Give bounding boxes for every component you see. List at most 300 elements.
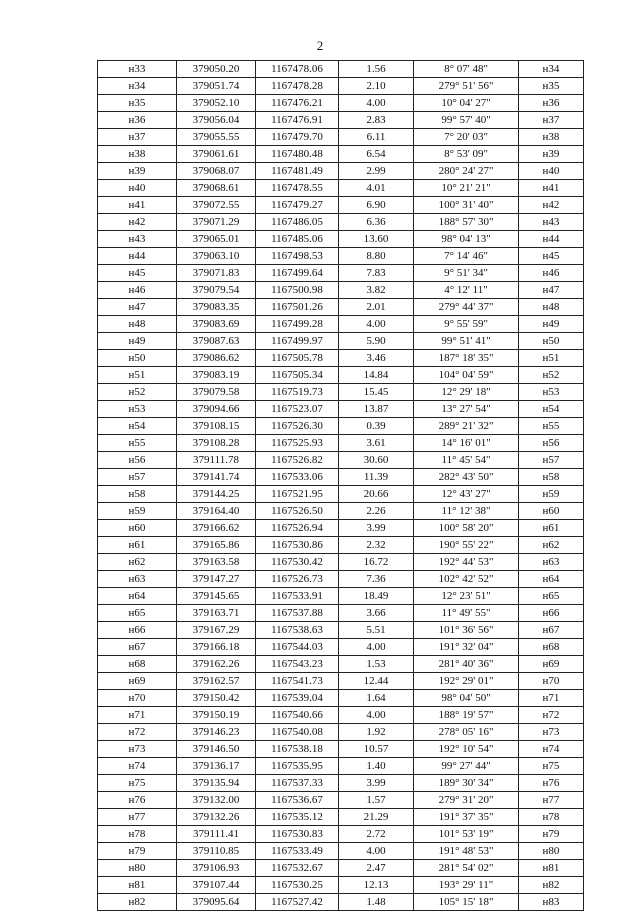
- y-coordinate-cell: 1167478.28: [256, 78, 339, 95]
- table-row: [98, 673, 584, 690]
- point-to-cell: н38: [519, 129, 584, 146]
- bearing-cell: 12° 29' 18": [414, 384, 519, 401]
- point-to-cell: н52: [519, 367, 584, 384]
- point-from-cell: н48: [98, 316, 177, 333]
- x-coordinate-cell: 379068.61: [177, 180, 256, 197]
- x-coordinate-cell: 379163.58: [177, 554, 256, 571]
- y-coordinate-cell: 1167499.97: [256, 333, 339, 350]
- point-from-cell: н67: [98, 639, 177, 656]
- length-cell: 1.92: [339, 724, 414, 741]
- length-cell: 6.36: [339, 214, 414, 231]
- point-to-cell: н51: [519, 350, 584, 367]
- point-from-cell: н38: [98, 146, 177, 163]
- point-from-cell: н51: [98, 367, 177, 384]
- bearing-cell: 187° 18' 35": [414, 350, 519, 367]
- bearing-cell: 192° 29' 01": [414, 673, 519, 690]
- length-cell: 20.66: [339, 486, 414, 503]
- y-coordinate-cell: 1167525.93: [256, 435, 339, 452]
- y-coordinate-cell: 1167537.88: [256, 605, 339, 622]
- x-coordinate-cell: 379071.29: [177, 214, 256, 231]
- length-cell: 18.49: [339, 588, 414, 605]
- bearing-cell: 192° 44' 53": [414, 554, 519, 571]
- point-from-cell: н70: [98, 690, 177, 707]
- table-row: [98, 520, 584, 537]
- length-cell: 1.53: [339, 656, 414, 673]
- bearing-cell: 9° 55' 59": [414, 316, 519, 333]
- y-coordinate-cell: 1167498.53: [256, 248, 339, 265]
- bearing-cell: 101° 36' 56": [414, 622, 519, 639]
- x-coordinate-cell: 379136.17: [177, 758, 256, 775]
- bearing-cell: 188° 19' 57": [414, 707, 519, 724]
- x-coordinate-cell: 379165.86: [177, 537, 256, 554]
- point-from-cell: н79: [98, 843, 177, 860]
- length-cell: 15.45: [339, 384, 414, 401]
- table-row: [98, 197, 584, 214]
- y-coordinate-cell: 1167478.06: [256, 61, 339, 78]
- y-coordinate-cell: 1167481.49: [256, 163, 339, 180]
- table-row: [98, 741, 584, 758]
- table-row: [98, 435, 584, 452]
- x-coordinate-cell: 379065.01: [177, 231, 256, 248]
- table-row: [98, 554, 584, 571]
- bearing-cell: 8° 07' 48": [414, 61, 519, 78]
- table-row: [98, 282, 584, 299]
- table-row: [98, 792, 584, 809]
- point-to-cell: н49: [519, 316, 584, 333]
- point-from-cell: н66: [98, 622, 177, 639]
- bearing-cell: 188° 57' 30": [414, 214, 519, 231]
- x-coordinate-cell: 379086.62: [177, 350, 256, 367]
- table-row: [98, 78, 584, 95]
- y-coordinate-cell: 1167526.73: [256, 571, 339, 588]
- point-to-cell: н35: [519, 78, 584, 95]
- point-to-cell: н47: [519, 282, 584, 299]
- length-cell: 7.36: [339, 571, 414, 588]
- x-coordinate-cell: 379162.57: [177, 673, 256, 690]
- bearing-cell: 12° 23' 51": [414, 588, 519, 605]
- point-to-cell: н48: [519, 299, 584, 316]
- y-coordinate-cell: 1167530.42: [256, 554, 339, 571]
- bearing-cell: 13° 27' 54": [414, 401, 519, 418]
- length-cell: 4.00: [339, 639, 414, 656]
- point-to-cell: н70: [519, 673, 584, 690]
- y-coordinate-cell: 1167501.26: [256, 299, 339, 316]
- length-cell: 5.51: [339, 622, 414, 639]
- table-row: [98, 146, 584, 163]
- point-to-cell: н68: [519, 639, 584, 656]
- y-coordinate-cell: 1167538.18: [256, 741, 339, 758]
- point-from-cell: н46: [98, 282, 177, 299]
- x-coordinate-cell: 379162.26: [177, 656, 256, 673]
- y-coordinate-cell: 1167530.25: [256, 877, 339, 894]
- bearing-cell: 279° 44' 37": [414, 299, 519, 316]
- table-row: [98, 469, 584, 486]
- point-from-cell: н77: [98, 809, 177, 826]
- length-cell: 6.90: [339, 197, 414, 214]
- x-coordinate-cell: 379132.00: [177, 792, 256, 809]
- length-cell: 11.39: [339, 469, 414, 486]
- y-coordinate-cell: 1167486.05: [256, 214, 339, 231]
- y-coordinate-cell: 1167538.63: [256, 622, 339, 639]
- point-from-cell: н80: [98, 860, 177, 877]
- y-coordinate-cell: 1167485.06: [256, 231, 339, 248]
- point-from-cell: н50: [98, 350, 177, 367]
- bearing-cell: 99° 27' 44": [414, 758, 519, 775]
- y-coordinate-cell: 1167535.12: [256, 809, 339, 826]
- bearing-cell: 282° 43' 50": [414, 469, 519, 486]
- y-coordinate-cell: 1167479.70: [256, 129, 339, 146]
- table-row: [98, 758, 584, 775]
- bearing-cell: 8° 53' 09": [414, 146, 519, 163]
- page-number: 2: [316, 38, 324, 53]
- length-cell: 1.40: [339, 758, 414, 775]
- y-coordinate-cell: 1167476.21: [256, 95, 339, 112]
- coordinates-table-body: [98, 61, 584, 911]
- y-coordinate-cell: 1167527.42: [256, 894, 339, 911]
- table-row: [98, 248, 584, 265]
- table-row: [98, 418, 584, 435]
- point-from-cell: н76: [98, 792, 177, 809]
- point-to-cell: н67: [519, 622, 584, 639]
- point-to-cell: н40: [519, 163, 584, 180]
- y-coordinate-cell: 1167532.67: [256, 860, 339, 877]
- x-coordinate-cell: 379061.61: [177, 146, 256, 163]
- bearing-cell: 192° 10' 54": [414, 741, 519, 758]
- table-row: [98, 724, 584, 741]
- bearing-cell: 191° 48' 53": [414, 843, 519, 860]
- point-to-cell: н82: [519, 877, 584, 894]
- table-row: [98, 316, 584, 333]
- x-coordinate-cell: 379083.35: [177, 299, 256, 316]
- x-coordinate-cell: 379079.54: [177, 282, 256, 299]
- x-coordinate-cell: 379110.85: [177, 843, 256, 860]
- x-coordinate-cell: 379150.42: [177, 690, 256, 707]
- point-from-cell: н78: [98, 826, 177, 843]
- x-coordinate-cell: 379164.40: [177, 503, 256, 520]
- length-cell: 6.11: [339, 129, 414, 146]
- point-from-cell: н61: [98, 537, 177, 554]
- y-coordinate-cell: 1167533.49: [256, 843, 339, 860]
- bearing-cell: 7° 14' 46": [414, 248, 519, 265]
- point-from-cell: н69: [98, 673, 177, 690]
- point-to-cell: н74: [519, 741, 584, 758]
- bearing-cell: 4° 12' 11": [414, 282, 519, 299]
- bearing-cell: 105° 15' 18": [414, 894, 519, 911]
- point-from-cell: н43: [98, 231, 177, 248]
- bearing-cell: 11° 49' 55": [414, 605, 519, 622]
- length-cell: 8.80: [339, 248, 414, 265]
- table-row: [98, 367, 584, 384]
- table-row: [98, 877, 584, 894]
- length-cell: 16.72: [339, 554, 414, 571]
- x-coordinate-cell: 379050.20: [177, 61, 256, 78]
- y-coordinate-cell: 1167526.82: [256, 452, 339, 469]
- point-to-cell: н80: [519, 843, 584, 860]
- x-coordinate-cell: 379055.55: [177, 129, 256, 146]
- table-row: [98, 571, 584, 588]
- length-cell: 2.99: [339, 163, 414, 180]
- y-coordinate-cell: 1167541.73: [256, 673, 339, 690]
- point-to-cell: н77: [519, 792, 584, 809]
- x-coordinate-cell: 379108.15: [177, 418, 256, 435]
- y-coordinate-cell: 1167533.06: [256, 469, 339, 486]
- length-cell: 14.84: [339, 367, 414, 384]
- point-to-cell: н34: [519, 61, 584, 78]
- point-from-cell: н64: [98, 588, 177, 605]
- point-from-cell: н40: [98, 180, 177, 197]
- x-coordinate-cell: 379111.41: [177, 826, 256, 843]
- x-coordinate-cell: 379106.93: [177, 860, 256, 877]
- bearing-cell: 14° 16' 01": [414, 435, 519, 452]
- length-cell: 1.64: [339, 690, 414, 707]
- bearing-cell: 191° 37' 35": [414, 809, 519, 826]
- length-cell: 5.90: [339, 333, 414, 350]
- point-from-cell: н41: [98, 197, 177, 214]
- bearing-cell: 278° 05' 16": [414, 724, 519, 741]
- y-coordinate-cell: 1167476.91: [256, 112, 339, 129]
- point-from-cell: н58: [98, 486, 177, 503]
- point-from-cell: н34: [98, 78, 177, 95]
- bearing-cell: 189° 30' 34": [414, 775, 519, 792]
- point-to-cell: н61: [519, 520, 584, 537]
- y-coordinate-cell: 1167536.67: [256, 792, 339, 809]
- length-cell: 7.83: [339, 265, 414, 282]
- point-to-cell: н69: [519, 656, 584, 673]
- coordinates-table: [97, 60, 584, 911]
- bearing-cell: 279° 31' 20": [414, 792, 519, 809]
- length-cell: 21.29: [339, 809, 414, 826]
- point-from-cell: н65: [98, 605, 177, 622]
- point-to-cell: н63: [519, 554, 584, 571]
- point-to-cell: н72: [519, 707, 584, 724]
- point-from-cell: н45: [98, 265, 177, 282]
- x-coordinate-cell: 379132.26: [177, 809, 256, 826]
- table-row: [98, 350, 584, 367]
- point-to-cell: н79: [519, 826, 584, 843]
- x-coordinate-cell: 379146.50: [177, 741, 256, 758]
- point-to-cell: н45: [519, 248, 584, 265]
- point-to-cell: н81: [519, 860, 584, 877]
- bearing-cell: 9° 51' 34": [414, 265, 519, 282]
- point-from-cell: н49: [98, 333, 177, 350]
- length-cell: 30.60: [339, 452, 414, 469]
- bearing-cell: 100° 58' 20": [414, 520, 519, 537]
- length-cell: 12.44: [339, 673, 414, 690]
- y-coordinate-cell: 1167500.98: [256, 282, 339, 299]
- bearing-cell: 99° 51' 41": [414, 333, 519, 350]
- y-coordinate-cell: 1167526.50: [256, 503, 339, 520]
- point-to-cell: н60: [519, 503, 584, 520]
- y-coordinate-cell: 1167521.95: [256, 486, 339, 503]
- bearing-cell: 281° 54' 02": [414, 860, 519, 877]
- length-cell: 3.61: [339, 435, 414, 452]
- bearing-cell: 191° 32' 04": [414, 639, 519, 656]
- bearing-cell: 98° 04' 50": [414, 690, 519, 707]
- table-row: [98, 180, 584, 197]
- y-coordinate-cell: 1167540.66: [256, 707, 339, 724]
- point-from-cell: н81: [98, 877, 177, 894]
- table-row: [98, 707, 584, 724]
- table-row: [98, 163, 584, 180]
- table-row: [98, 112, 584, 129]
- x-coordinate-cell: 379071.83: [177, 265, 256, 282]
- point-to-cell: н50: [519, 333, 584, 350]
- table-row: [98, 95, 584, 112]
- table-row: [98, 809, 584, 826]
- point-from-cell: н71: [98, 707, 177, 724]
- length-cell: 2.26: [339, 503, 414, 520]
- bearing-cell: 104° 04' 59": [414, 367, 519, 384]
- point-to-cell: н42: [519, 197, 584, 214]
- x-coordinate-cell: 379063.10: [177, 248, 256, 265]
- point-from-cell: н59: [98, 503, 177, 520]
- x-coordinate-cell: 379083.69: [177, 316, 256, 333]
- y-coordinate-cell: 1167539.04: [256, 690, 339, 707]
- y-coordinate-cell: 1167526.30: [256, 418, 339, 435]
- y-coordinate-cell: 1167544.03: [256, 639, 339, 656]
- point-to-cell: н41: [519, 180, 584, 197]
- table-row: [98, 894, 584, 911]
- length-cell: 2.83: [339, 112, 414, 129]
- y-coordinate-cell: 1167535.95: [256, 758, 339, 775]
- x-coordinate-cell: 379083.19: [177, 367, 256, 384]
- bearing-cell: 193° 29' 11": [414, 877, 519, 894]
- length-cell: 4.01: [339, 180, 414, 197]
- point-to-cell: н37: [519, 112, 584, 129]
- length-cell: 3.46: [339, 350, 414, 367]
- length-cell: 2.72: [339, 826, 414, 843]
- bearing-cell: 279° 51' 56": [414, 78, 519, 95]
- bearing-cell: 281° 40' 36": [414, 656, 519, 673]
- y-coordinate-cell: 1167540.08: [256, 724, 339, 741]
- point-from-cell: н73: [98, 741, 177, 758]
- length-cell: 13.60: [339, 231, 414, 248]
- y-coordinate-cell: 1167499.28: [256, 316, 339, 333]
- point-to-cell: н78: [519, 809, 584, 826]
- point-from-cell: н82: [98, 894, 177, 911]
- y-coordinate-cell: 1167526.94: [256, 520, 339, 537]
- x-coordinate-cell: 379166.18: [177, 639, 256, 656]
- table-row: [98, 401, 584, 418]
- point-to-cell: н71: [519, 690, 584, 707]
- x-coordinate-cell: 379145.65: [177, 588, 256, 605]
- point-from-cell: н52: [98, 384, 177, 401]
- y-coordinate-cell: 1167533.91: [256, 588, 339, 605]
- length-cell: 3.99: [339, 775, 414, 792]
- y-coordinate-cell: 1167505.34: [256, 367, 339, 384]
- x-coordinate-cell: 379166.62: [177, 520, 256, 537]
- table-row: [98, 231, 584, 248]
- point-from-cell: н33: [98, 61, 177, 78]
- point-from-cell: н62: [98, 554, 177, 571]
- x-coordinate-cell: 379068.07: [177, 163, 256, 180]
- bearing-cell: 10° 04' 27": [414, 95, 519, 112]
- point-from-cell: н53: [98, 401, 177, 418]
- point-from-cell: н37: [98, 129, 177, 146]
- bearing-cell: 190° 55' 22": [414, 537, 519, 554]
- length-cell: 2.47: [339, 860, 414, 877]
- point-to-cell: н65: [519, 588, 584, 605]
- table-row: [98, 588, 584, 605]
- table-row: [98, 775, 584, 792]
- point-from-cell: н55: [98, 435, 177, 452]
- table-row: [98, 503, 584, 520]
- length-cell: 3.82: [339, 282, 414, 299]
- table-row: [98, 384, 584, 401]
- x-coordinate-cell: 379141.74: [177, 469, 256, 486]
- bearing-cell: 102° 42' 52": [414, 571, 519, 588]
- length-cell: 4.00: [339, 95, 414, 112]
- length-cell: 3.66: [339, 605, 414, 622]
- x-coordinate-cell: 379108.28: [177, 435, 256, 452]
- x-coordinate-cell: 379146.23: [177, 724, 256, 741]
- length-cell: 2.01: [339, 299, 414, 316]
- y-coordinate-cell: 1167480.48: [256, 146, 339, 163]
- table-row: [98, 214, 584, 231]
- bearing-cell: 100° 31' 40": [414, 197, 519, 214]
- x-coordinate-cell: 379087.63: [177, 333, 256, 350]
- point-to-cell: н66: [519, 605, 584, 622]
- table-row: [98, 452, 584, 469]
- length-cell: 3.99: [339, 520, 414, 537]
- bearing-cell: 99° 57' 40": [414, 112, 519, 129]
- point-to-cell: н73: [519, 724, 584, 741]
- x-coordinate-cell: 379079.58: [177, 384, 256, 401]
- y-coordinate-cell: 1167523.07: [256, 401, 339, 418]
- y-coordinate-cell: 1167530.83: [256, 826, 339, 843]
- x-coordinate-cell: 379094.66: [177, 401, 256, 418]
- point-from-cell: н47: [98, 299, 177, 316]
- y-coordinate-cell: 1167479.27: [256, 197, 339, 214]
- point-to-cell: н44: [519, 231, 584, 248]
- bearing-cell: 11° 45' 54": [414, 452, 519, 469]
- length-cell: 1.56: [339, 61, 414, 78]
- bearing-cell: 12° 43' 27": [414, 486, 519, 503]
- y-coordinate-cell: 1167478.55: [256, 180, 339, 197]
- length-cell: 4.00: [339, 843, 414, 860]
- point-to-cell: н83: [519, 894, 584, 911]
- x-coordinate-cell: 379163.71: [177, 605, 256, 622]
- table-row: [98, 622, 584, 639]
- point-from-cell: н39: [98, 163, 177, 180]
- table-row: [98, 537, 584, 554]
- x-coordinate-cell: 379150.19: [177, 707, 256, 724]
- point-to-cell: н36: [519, 95, 584, 112]
- table-row: [98, 826, 584, 843]
- point-from-cell: н54: [98, 418, 177, 435]
- point-from-cell: н42: [98, 214, 177, 231]
- point-to-cell: н43: [519, 214, 584, 231]
- bearing-cell: 289° 21' 32": [414, 418, 519, 435]
- x-coordinate-cell: 379072.55: [177, 197, 256, 214]
- x-coordinate-cell: 379095.64: [177, 894, 256, 911]
- length-cell: 2.10: [339, 78, 414, 95]
- length-cell: 13.87: [339, 401, 414, 418]
- table-row: [98, 129, 584, 146]
- y-coordinate-cell: 1167530.86: [256, 537, 339, 554]
- point-to-cell: н58: [519, 469, 584, 486]
- y-coordinate-cell: 1167537.33: [256, 775, 339, 792]
- point-to-cell: н62: [519, 537, 584, 554]
- point-to-cell: н56: [519, 435, 584, 452]
- x-coordinate-cell: 379111.78: [177, 452, 256, 469]
- point-to-cell: н46: [519, 265, 584, 282]
- point-from-cell: н60: [98, 520, 177, 537]
- table-row: [98, 333, 584, 350]
- table-row: [98, 639, 584, 656]
- length-cell: 2.32: [339, 537, 414, 554]
- length-cell: 0.39: [339, 418, 414, 435]
